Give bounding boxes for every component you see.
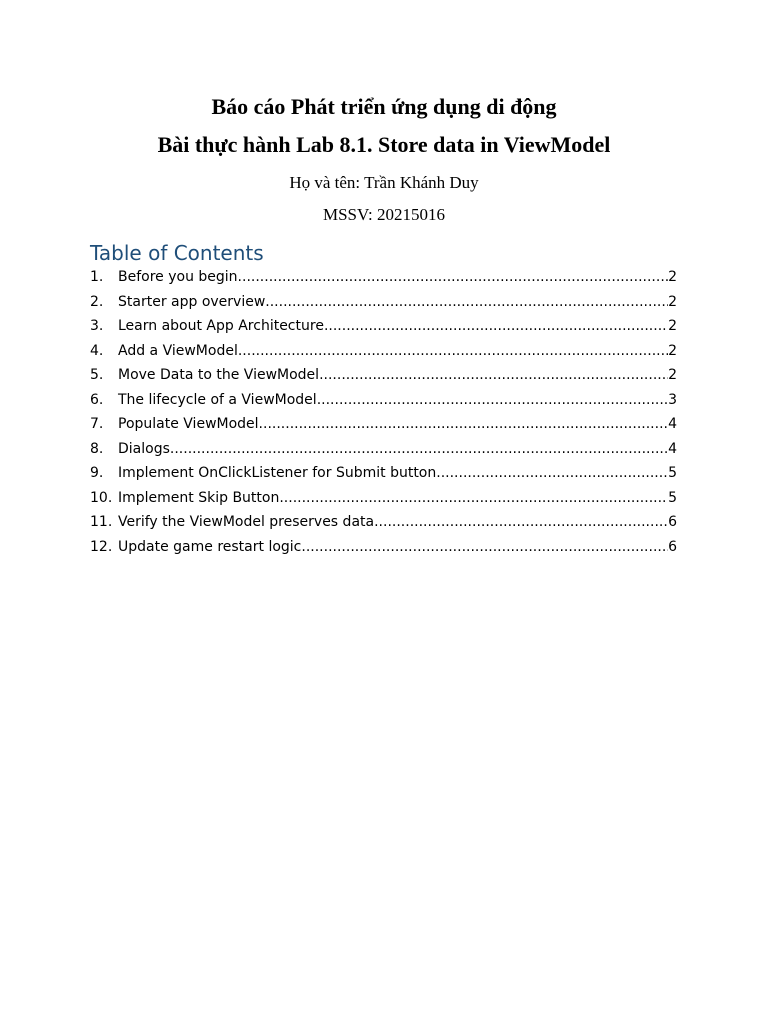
toc-entry-number: 3. [90,318,104,334]
toc-entry-number: 8. [90,440,104,457]
toc-entry-number: 6. [90,391,104,408]
toc-entry-page: 4 [668,416,677,432]
toc-entry-verify-viewmodel[interactable] [90,510,677,535]
toc-entry-number: 11. [90,514,113,530]
toc-entry-before-you-begin[interactable] [90,265,677,290]
toc-entry-populate-viewmodel[interactable] [90,412,677,437]
toc-entry-title: Verify the ViewModel preserves data [118,514,375,530]
lab-title: Bài thực hành Lab 8.1. Store data in ViewModel [157,132,611,157]
toc-list [90,265,677,559]
toc-dot-leader [301,535,668,560]
toc-entry-page: 3 [668,391,677,408]
toc-entry-page: 5 [668,489,677,506]
toc-entry-title: Learn about App Architecture [118,318,324,334]
toc-entry-number: 4. [90,342,104,359]
toc-entry-title: Dialogs [118,440,170,457]
student-id: MSSV: 20215016 [322,205,445,224]
toc-entry-title: Starter app overview [118,293,266,310]
toc-dot-leader [265,290,668,315]
toc-entry-page: 6 [668,538,677,555]
toc-dot-leader [238,339,668,364]
toc-entry-number: 5. [90,367,104,383]
author-name: Họ và tên: Trần Khánh Duy [289,173,479,192]
toc-entry-number: 1. [90,269,104,285]
toc-dot-leader [374,510,668,535]
report-title: Báo cáo Phát triển ứng dụng di động [211,94,557,119]
toc-dot-leader [324,314,668,339]
toc-entry-viewmodel-lifecycle[interactable] [90,388,677,413]
toc-entry-number: 10. [90,489,113,506]
toc-entry-page: 2 [668,269,677,285]
toc-entry-number: 9. [90,465,104,481]
toc-heading: Table of Contents [90,241,264,265]
toc-entry-title: Update game restart logic [118,538,302,555]
toc-entry-page: 2 [668,367,677,383]
toc-entry-restart-logic[interactable] [90,535,677,560]
toc-entry-title: Add a ViewModel [118,342,238,359]
toc-entry-number: 7. [90,416,104,432]
toc-dot-leader [170,437,668,462]
toc-dot-leader [319,363,668,388]
toc-entry-title: The lifecycle of a ViewModel [118,391,317,408]
toc-dot-leader [279,486,668,511]
toc-entry-title: Move Data to the ViewModel [118,367,320,383]
toc-entry-dialogs[interactable] [90,437,677,462]
toc-entry-move-data[interactable] [90,363,677,388]
toc-entry-title: Before you begin [118,269,238,285]
toc-entry-number: 12. [90,538,113,555]
toc-entry-starter-app-overview[interactable] [90,290,677,315]
toc-entry-app-architecture[interactable] [90,314,677,339]
toc-entry-submit-listener[interactable] [90,461,677,486]
toc-dot-leader [317,388,668,413]
toc-dot-leader [259,412,669,437]
toc-entry-page: 5 [668,465,677,481]
toc-entry-page: 2 [668,318,677,334]
toc-entry-page: 6 [668,514,677,530]
toc-entry-title: Populate ViewModel [118,416,259,432]
toc-entry-number: 2. [90,293,104,310]
toc-dot-leader [436,461,668,486]
toc-entry-title: Implement OnClickListener for Submit button [118,465,437,481]
toc-entry-page: 4 [668,440,677,457]
toc-entry-skip-button[interactable] [90,486,677,511]
toc-entry-page: 2 [668,342,677,359]
toc-entry-add-viewmodel[interactable] [90,339,677,364]
toc-entry-page: 2 [668,293,677,310]
toc-entry-title: Implement Skip Button [118,489,280,506]
toc-dot-leader [238,265,669,290]
